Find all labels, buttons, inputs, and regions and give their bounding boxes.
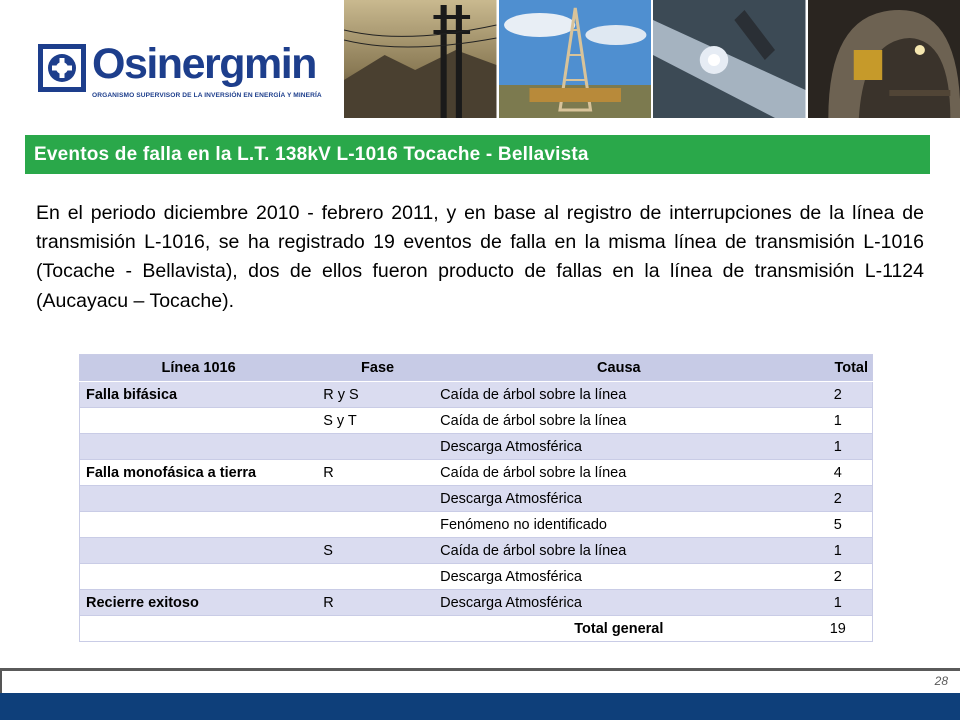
row-total: 2 (804, 486, 873, 512)
mine-tunnel-photo (808, 0, 960, 118)
row-type (80, 564, 318, 590)
row-total: 1 (804, 538, 873, 564)
table-row (80, 408, 873, 434)
row-type (80, 512, 318, 538)
brand-name: Osinergmin (92, 40, 316, 88)
oil-rig-photo (499, 0, 652, 118)
header-photo-strip (344, 0, 960, 118)
row-total: 2 (804, 382, 873, 408)
total-label: Total general (434, 616, 803, 642)
welding-photo (653, 0, 806, 118)
table-row (80, 512, 873, 538)
osinergmin-logo (36, 42, 341, 108)
page-number: 28 (934, 674, 948, 688)
row-type (80, 408, 318, 434)
row-phase (317, 512, 434, 538)
osinergmin-logo-icon (38, 44, 86, 92)
col-header-cause: Causa (434, 355, 803, 382)
table-header-row (80, 355, 873, 382)
row-total: 2 (804, 564, 873, 590)
table-row (80, 434, 873, 460)
row-phase: R y S (317, 382, 434, 408)
row-total: 5 (804, 512, 873, 538)
table-row (80, 460, 873, 486)
col-header-phase: Fase (317, 355, 434, 382)
row-type: Falla bifásica (80, 382, 318, 408)
row-cause: Descarga Atmosférica (434, 564, 803, 590)
col-header-line: Línea 1016 (80, 355, 318, 382)
table-row (80, 590, 873, 616)
fault-events-table (79, 354, 873, 642)
row-cause: Descarga Atmosférica (434, 434, 803, 460)
table-total-row (80, 616, 873, 642)
row-type: Recierre exitoso (80, 590, 318, 616)
row-phase (317, 434, 434, 460)
footer-strip (0, 671, 960, 693)
row-cause: Descarga Atmosférica (434, 486, 803, 512)
row-type (80, 538, 318, 564)
col-header-total: Total (804, 355, 873, 382)
row-total: 4 (804, 460, 873, 486)
row-phase: R (317, 590, 434, 616)
row-cause: Descarga Atmosférica (434, 590, 803, 616)
table-row (80, 564, 873, 590)
row-phase (317, 564, 434, 590)
row-cause: Caída de árbol sobre la línea (434, 460, 803, 486)
row-total: 1 (804, 408, 873, 434)
row-phase: R (317, 460, 434, 486)
row-type (80, 434, 318, 460)
brand-tagline: ORGANISMO SUPERVISOR DE LA INVERSIÓN EN ENERGÍA Y MINERÍA (92, 92, 322, 99)
table-row (80, 538, 873, 564)
table-row (80, 382, 873, 408)
footer-bar (0, 693, 960, 720)
row-total: 1 (804, 434, 873, 460)
row-total: 1 (804, 590, 873, 616)
table-row (80, 486, 873, 512)
row-cause: Caída de árbol sobre la línea (434, 408, 803, 434)
total-value: 19 (804, 616, 873, 642)
row-phase: S y T (317, 408, 434, 434)
row-cause: Fenómeno no identificado (434, 512, 803, 538)
row-type: Falla monofásica a tierra (80, 460, 318, 486)
body-paragraph: En el periodo diciembre 2010 - febrero 2011, y en base al registro de interrupciones de la línea de transmisión L-1016, se ha registrado 19 eventos de falla en la misma línea de transmisión L-1016 (Tocache - Bellavista), dos de ellos fueron producto de fallas en la línea de transmisión L-1124 (Aucayacu – Tocache). (36, 202, 924, 312)
slide-title: Eventos de falla en la L.T. 138kV L-1016 Tocache - Bellavista (25, 135, 930, 174)
row-phase: S (317, 538, 434, 564)
row-cause: Caída de árbol sobre la línea (434, 538, 803, 564)
row-type (80, 486, 318, 512)
row-phase (317, 486, 434, 512)
row-cause: Caída de árbol sobre la línea (434, 382, 803, 408)
power-lines-photo (344, 0, 497, 118)
